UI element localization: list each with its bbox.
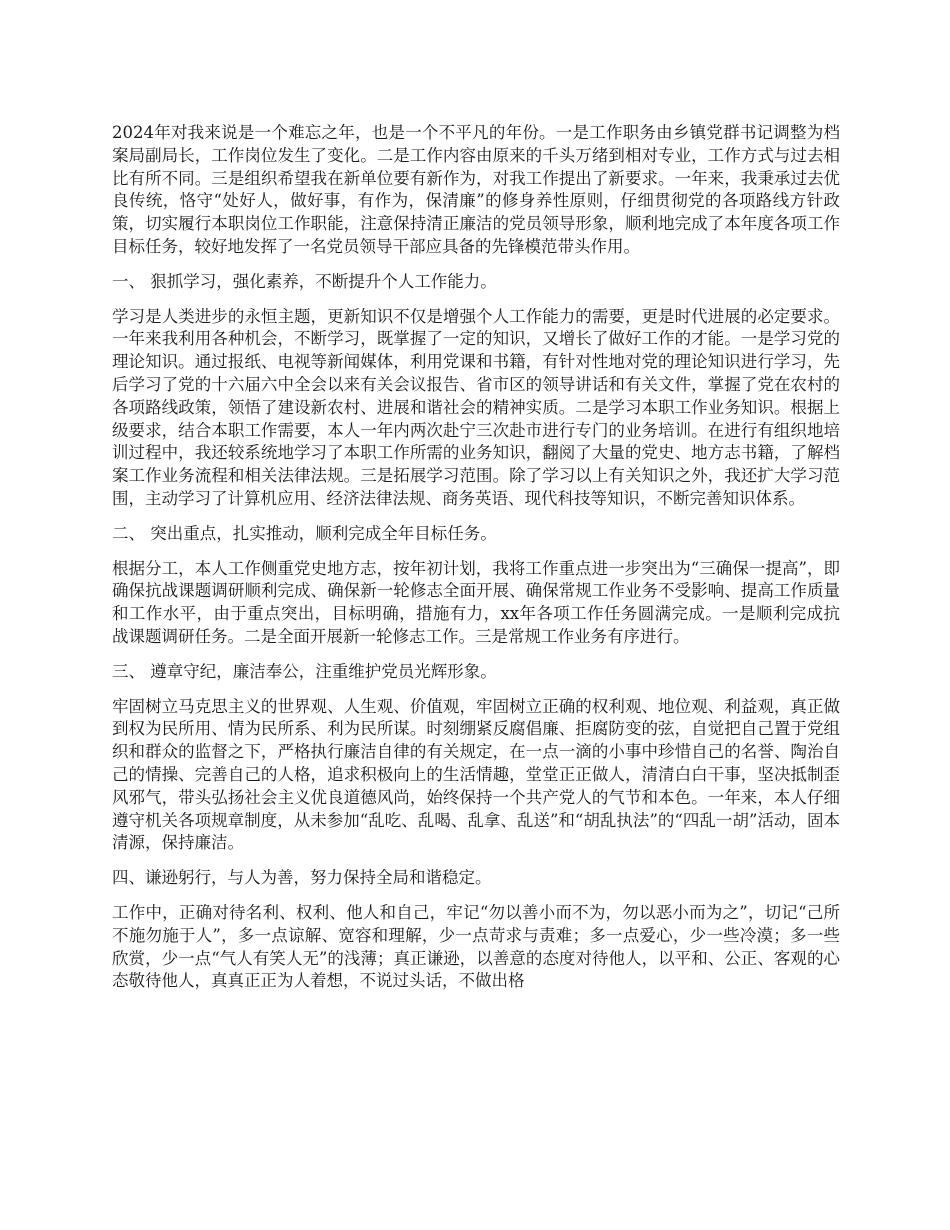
section-body-2: 根据分工，本人工作侧重党史地方志，按年初计划，我将工作重点进一步突出为“三确保一提高”，即确保抗战课题调研顺利完成、确保新一轮修志全面开展、确保常规工作业务不受影响、提高工作质量和工作水平，由于重点突出，目标明确，措施有力，xx年各项工作任务圆满完成。一是顺利完成抗战课题调研任务。二是全面开展新一轮修志工作。三是常规工作业务有序进行。: [112, 558, 840, 646]
section-heading-1: 一、 狠抓学习，强化素养，不断提升个人工作能力。: [112, 271, 497, 291]
document-page: [112, 122, 840, 1005]
section-body-1: 学习是人类进步的永恒主题，更新知识不仅是增强个人工作能力的需要，更是时代进展的必定要求。一年来我利用各种机会，不断学习，既掌握了一定的知识，又增长了做好工作的才能。一是学习党的理论知识。通过报纸、电视等新闻媒体，利用党课和书籍，有针对性地对党的理论知识进行学习，先后学习了党的十六届六中全会以来有关会议报告、省市区的领导讲话和有关文件，掌握了党在农村的各项路线政策，领悟了建设新农村、进展和谐社会的精神实质。二是学习本职工作业务知识。根据上级要求，结合本职工作需要，本人一年内两次赴宁三次赴市进行专门的业务培训。在进行有组织地培训过程中，我还较系统地学习了本职工作所需的业务知识，翻阅了大量的党史、地方志书籍，了解档案工作业务流程和相关法律法规。三是拓展学习范围。除了学习以上有关知识之外，我还扩大学习范围，主动学习了计算机应用、经济法律法规、商务英语、现代科技等知识，不断完善知识体系。: [112, 306, 840, 508]
intro-paragraph: 2024年对我来说是一个难忘之年，也是一个不平凡的年份。一是工作职务由乡镇党群书记调整为档案局副局长，工作岗位发生了变化。二是工作内容由原来的千头万绪到相对专业，工作方式与过去相比有所不同。三是组织希望我在新单位要有新作为，对我工作提出了新要求。一年来，我秉承过去优良传统，恪守“处好人，做好事，有作为，保清廉”的修身养性原则，仔细贯彻党的各项路线方针政策，切实履行本职岗位工作职能，注意保持清正廉洁的党员领导形象，顺利地完成了本年度各项工作目标任务，较好地发挥了一名党员领导干部应具备的先锋模范带头作用。: [112, 123, 840, 256]
section-heading-2: 二、 突出重点，扎实推动，顺利完成全年目标任务。: [112, 523, 497, 543]
section-body-4: 工作中，正确对待名利、权利、他人和自己，牢记“勿以善小而不为，勿以恶小而为之”，切记“己所不施勿施于人”，多一点谅解、宽容和理解，少一点苛求与责难；多一点爱心，少一些冷漠；多一些欣赏，少一点“气人有笑人无”的浅薄；真正谦逊，以善意的态度对待他人，以平和、公正、客观的心态敬待他人，真真正正为人着想，不说过头话，不做出格: [112, 902, 840, 991]
section-heading-3: 三、 遵章守纪，廉洁奉公，注重维护党员光辉形象。: [112, 661, 497, 681]
section-body-3: 牢固树立马克思主义的世界观、人生观、价值观，牢固树立正确的权利观、地位观、利益观，真正做到权为民所用、情为民所系、利为民所谋。时刻绷紧反腐倡廉、拒腐防变的弦，自觉把自己置于党组织和群众的监督之下，严格执行廉洁自律的有关规定，在一点一滴的小事中珍惜自己的名誉、陶治自己的情操、完善自己的人格，追求积极向上的生活情趣，堂堂正正做人，清清白白干事，坚决抵制歪风邪气，带头弘扬社会主义优良道德风尚，始终保持一个共产党人的气节和本色。一年来，本人仔细遵守机关各项规章制度，从未参加“乱吃、乱喝、乱拿、乱送”和“胡乱执法”的“四乱一胡”活动，固本清源，保持廉洁。: [112, 696, 840, 853]
section-heading-4: 四、谦逊躬行，与人为善，努力保持全局和谐稳定。: [112, 868, 492, 888]
